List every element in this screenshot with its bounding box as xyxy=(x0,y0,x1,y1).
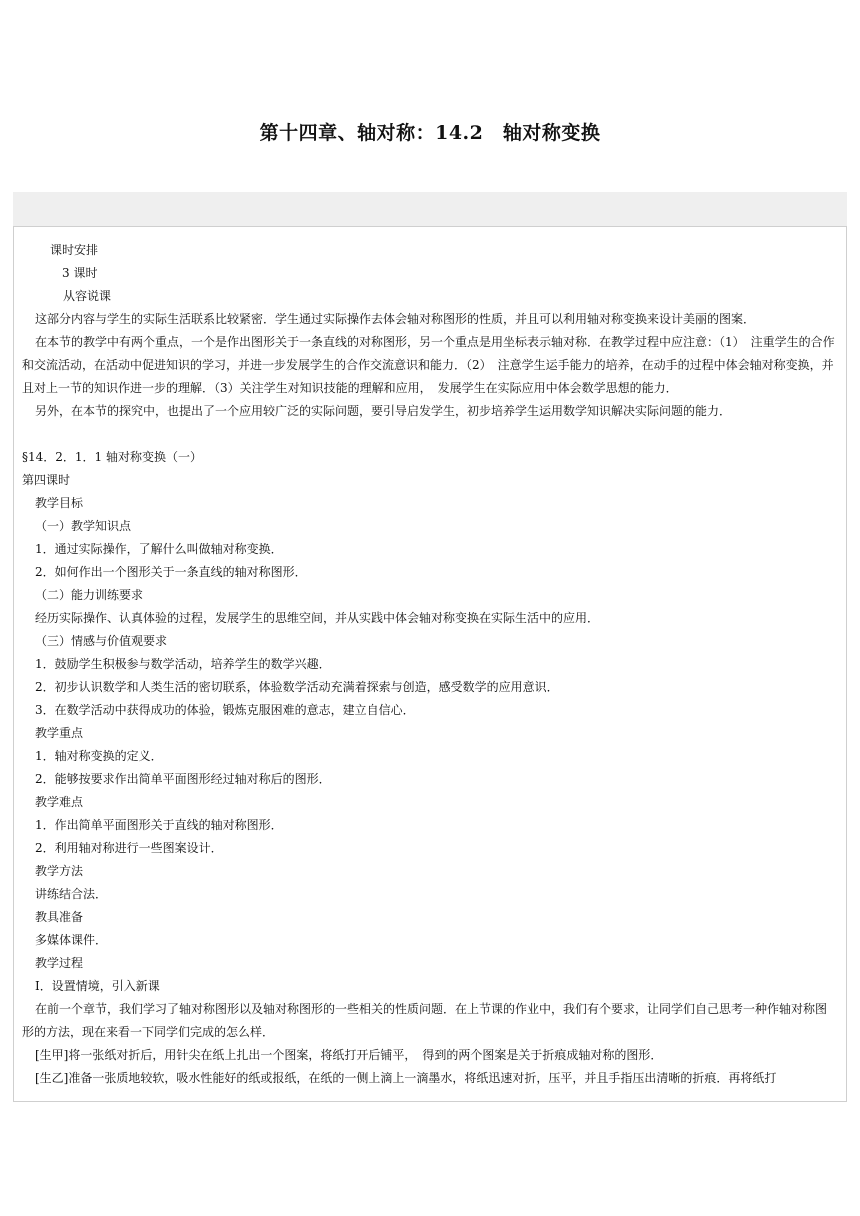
document-body xyxy=(22,239,838,1090)
paragraph: 另外，在本节的探究中，也提出了一个应用较广泛的实际问题，要引导启发学生，初步培养学生运用数学知识解决实际问题的能力． xyxy=(35,404,732,418)
section-heading: 从容说课 xyxy=(63,289,112,303)
paragraph: [生乙]准备一张质地较软，吸水性能好的纸或报纸，在纸的一侧上滴上一滴墨水，将纸迅速对折，压平，并且手指压出清晰的折痕．再将纸打 xyxy=(35,1071,777,1085)
list-item: 2．能够按要求作出简单平面图形经过轴对称后的图形． xyxy=(35,772,331,786)
section-heading: §14．2．1．1 轴对称变换（一） xyxy=(22,450,202,464)
section-heading: 教学难点 xyxy=(35,795,84,809)
paragraph: 在本节的教学中有两个重点，一个是作出图形关于一条直线的对称图形，另一个重点是用坐标表示轴对称．在教学过程中应注意：（1） 注重学生的合作和交流活动，在活动中促进知识的学习，并进一步发展学生的合作交流意识和能力．（2） 注意学生运手能力的培养，在动手的过程中体会轴对称变换，并且对上一节的知识作进一步的理解．（3）关注学生对知识技能的理解和应用， 发展学生在实际应用中体会数学思想的能力． xyxy=(22,335,835,395)
list-item: 2．利用轴对称进行一些图案设计． xyxy=(35,841,223,855)
content-panel xyxy=(13,226,847,1102)
list-item: 1．轴对称变换的定义． xyxy=(35,749,163,763)
section-heading: 教学目标 xyxy=(35,496,84,510)
page-title: 第十四章、轴对称：14.2 轴对称变换 xyxy=(259,122,601,144)
list-item: 3．在数学活动中获得成功的体验，锻炼克服困难的意志，建立自信心． xyxy=(35,703,415,717)
paragraph: 经历实际操作、认真体验的过程，发展学生的思维空间，并从实践中体会轴对称变换在实际生活中的应用． xyxy=(35,611,600,625)
text-line: 3 课时 xyxy=(62,266,98,280)
section-heading: 教学方法 xyxy=(35,864,84,878)
section-heading: （三）情感与价值观要求 xyxy=(35,634,168,648)
list-item: 1．鼓励学生积极参与数学活动，培养学生的数学兴趣． xyxy=(35,657,331,671)
section-heading: 教学过程 xyxy=(35,956,84,970)
text-line: 讲练结合法． xyxy=(35,887,108,901)
paragraph: 在前一个章节，我们学习了轴对称图形以及轴对称图形的一些相关的性质问题．在上节课的作业中，我们有个要求，让同学们自己思考一种作轴对称图形的方法，现在来看一下同学们完成的怎么样． xyxy=(22,1002,828,1039)
section-heading: Ⅰ．设置情境，引入新课 xyxy=(35,979,160,993)
paragraph: [生甲]将一张纸对折后，用针尖在纸上扎出一个图案，将纸打开后铺平， 得到的两个图案是关于折痕成轴对称的图形． xyxy=(35,1048,663,1062)
section-heading: （一）教学知识点 xyxy=(35,519,132,533)
text-line: 多媒体课件． xyxy=(35,933,108,947)
section-heading: 教具准备 xyxy=(35,910,84,924)
list-item: 2．初步认识数学和人类生活的密切联系，体验数学活动充满着探索与创造，感受数学的应用意识． xyxy=(35,680,559,694)
list-item: 1．通过实际操作，了解什么叫做轴对称变换． xyxy=(35,542,283,556)
list-item: 2．如何作出一个图形关于一条直线的轴对称图形． xyxy=(35,565,307,579)
section-heading: 教学重点 xyxy=(35,726,84,740)
paragraph: 这部分内容与学生的实际生活联系比较紧密．学生通过实际操作去体会轴对称图形的性质，并且可以利用轴对称变换来设计美丽的图案． xyxy=(35,312,756,326)
section-heading: 课时安排 xyxy=(50,243,99,257)
list-item: 1．作出简单平面图形关于直线的轴对称图形． xyxy=(35,818,283,832)
section-heading: （二）能力训练要求 xyxy=(35,588,144,602)
header-bar xyxy=(13,192,847,226)
section-heading: 第四课时 xyxy=(22,473,71,487)
